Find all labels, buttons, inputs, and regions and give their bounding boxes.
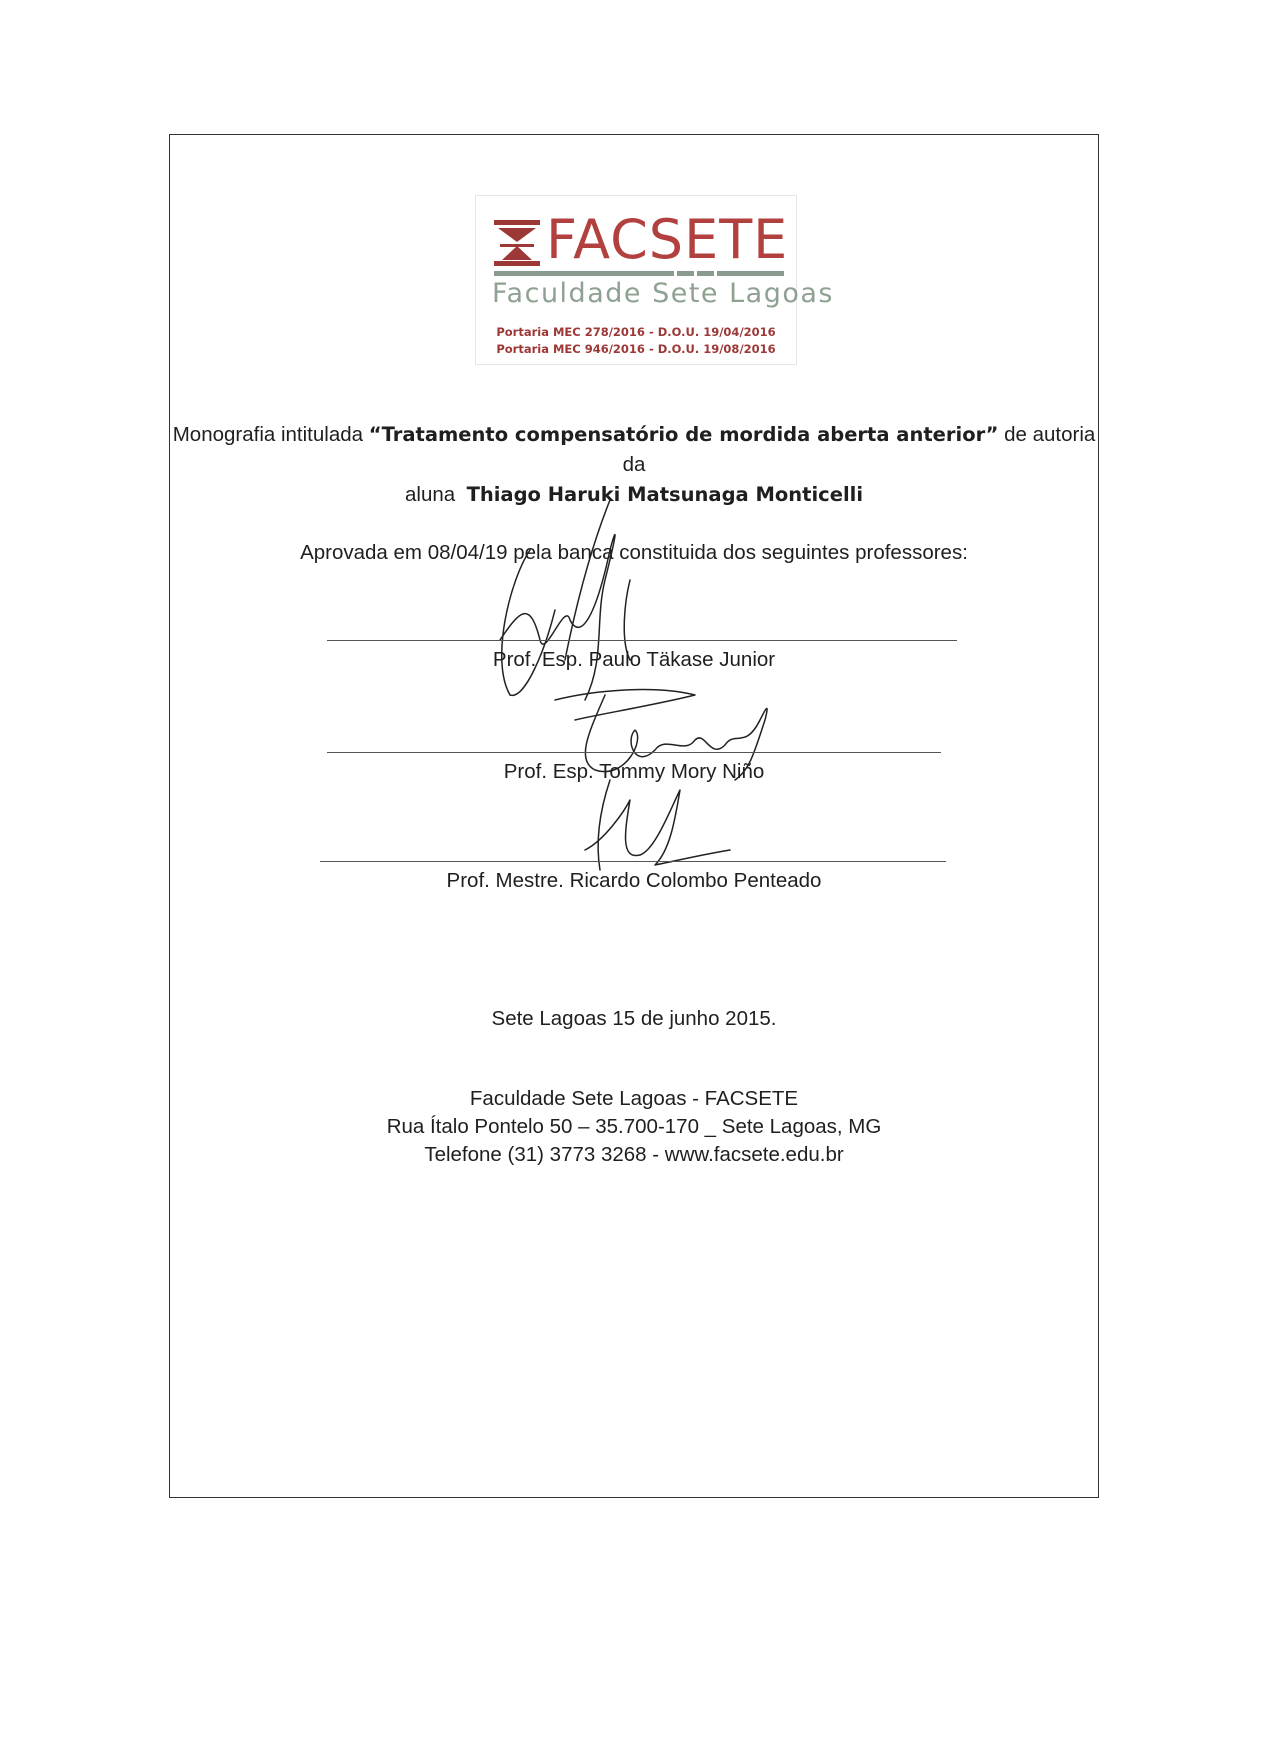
logo-name: FACSETE: [546, 208, 789, 271]
professor-2-name: Prof. Esp. Tommy Mory Niño: [503, 760, 765, 783]
monograph-title: “Tratamento compensatório de mordida aberta anterior”: [368, 423, 999, 446]
date-line: Sete Lagoas 15 de junho 2015.: [491, 1007, 777, 1030]
footer-institution: Faculdade Sete Lagoas - FACSETE: [469, 1087, 799, 1110]
monograph-authorship: de autoria da: [622, 423, 1096, 476]
logo-portaria-2: Portaria MEC 946/2016 - D.O.U. 19/08/2016: [496, 342, 776, 356]
student-prefix: aluna: [404, 483, 456, 506]
logo-divider-bar: [494, 271, 784, 276]
professor-1-name: Prof. Esp. Paulo Täkase Junior: [492, 648, 776, 671]
logo-portaria-1: Portaria MEC 278/2016 - D.O.U. 19/04/2016: [496, 325, 776, 339]
student-name: Thiago Haruki Matsunaga Monticelli: [466, 483, 863, 506]
footer-address: Rua Ítalo Pontelo 50 – 35.700-170 _ Sete Lagoas, MG: [386, 1115, 882, 1138]
professor-3-name: Prof. Mestre. Ricardo Colombo Penteado: [446, 869, 822, 892]
approval-statement: Aprovada em 08/04/19 pela banca constituida dos seguintes professores:: [300, 541, 968, 564]
facsete-logo: [475, 195, 834, 365]
facsete-emblem-icon: [494, 220, 540, 266]
institution-footer: [169, 1085, 1099, 1169]
signature-line-2: [327, 752, 941, 753]
signature-line-3: [320, 861, 946, 862]
monograph-intro: Monografia intitulada: [172, 423, 364, 446]
signature-line-1: [327, 640, 957, 641]
footer-contact: Telefone (31) 3773 3268 - www.facsete.edu.br: [424, 1143, 844, 1166]
signature-1-icon: [470, 490, 690, 710]
logo-subtitle: Faculdade Sete Lagoas: [492, 278, 834, 309]
